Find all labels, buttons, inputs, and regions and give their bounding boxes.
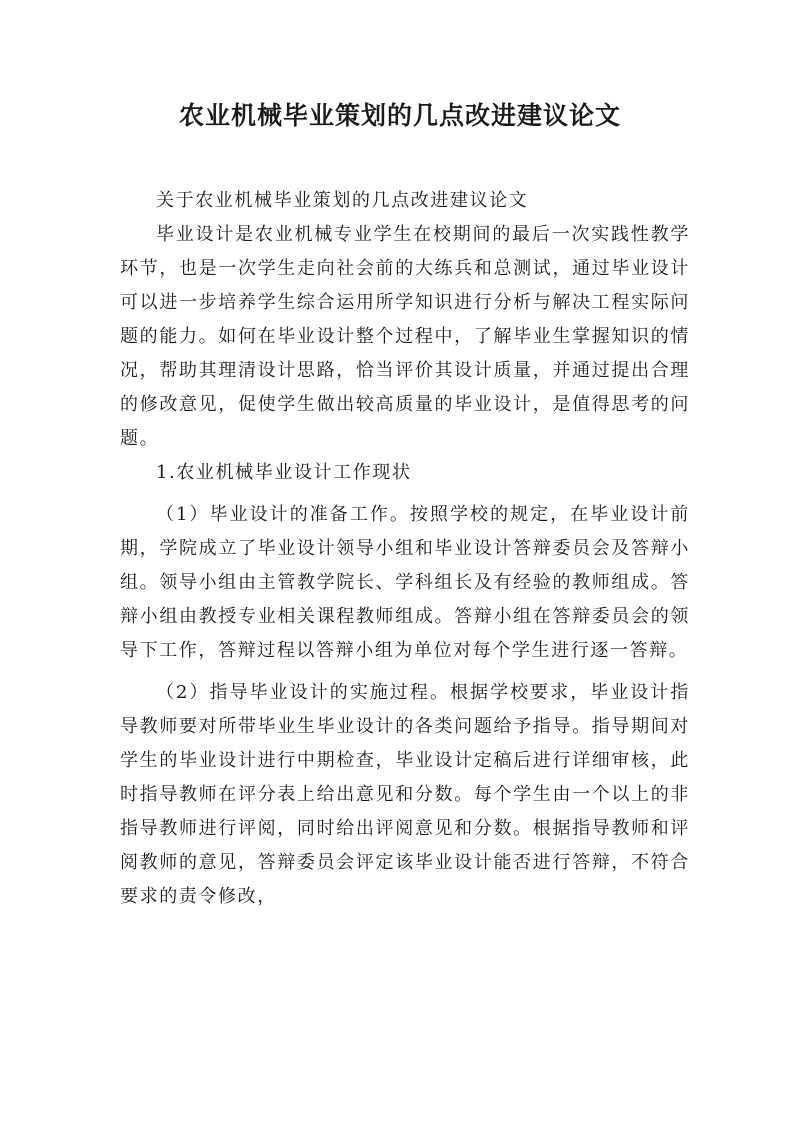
- document-body: [120, 184, 690, 914]
- paragraph-intro: 毕业设计是农业机械专业学生在校期间的最后一次实践性教学环节，也是一次学生走向社会前的大练兵和总测试，通过毕业设计可以进一步培养学生综合运用所学知识进行分析与解决工程实际问题的能力。如何在毕业设计整个过程中，了解毕业生掌握知识的情况，帮助其理清设计思路，恰当评价其设计质量，并通过提出合理的修改意见，促使学生做出较高质量的毕业设计，是值得思考的问题。: [120, 224, 690, 449]
- paragraph-implementation: （2）指导毕业设计的实施过程。根据学校要求，毕业设计指导教师要对所带毕业生毕业设计的各类问题给予指导。指导期间对学生的毕业设计进行中期检查，毕业设计定稿后进行详细审核，此时指导教师在评分表上给出意见和分数。每个学生由一个以上的非指导教师进行评阅，同时给出评阅意见和分数。根据指导教师和评阅教师的意见，答辩委员会评定该毕业设计能否进行答辩，不符合要求的责令修改，: [120, 682, 690, 907]
- paragraph-preparation: （1）毕业设计的准备工作。按照学校的规定，在毕业设计前期，学院成立了毕业设计领导小组和毕业设计答辩委员会及答辩小组。领导小组由主管教学院长、学科组长及有经验的教师组成。答辩小组由教授专业相关课程教师组成。答辩小组在答辩委员会的领导下工作，答辩过程以答辩小组为单位对每个学生进行逐一答辩。: [120, 504, 690, 661]
- section-heading: 1.农业机械毕业设计工作现状: [156, 462, 412, 483]
- paragraph-subtitle: 关于农业机械毕业策划的几点改进建议论文: [156, 190, 529, 211]
- document-title: 农业机械毕业策划的几点改进建议论文: [178, 101, 621, 130]
